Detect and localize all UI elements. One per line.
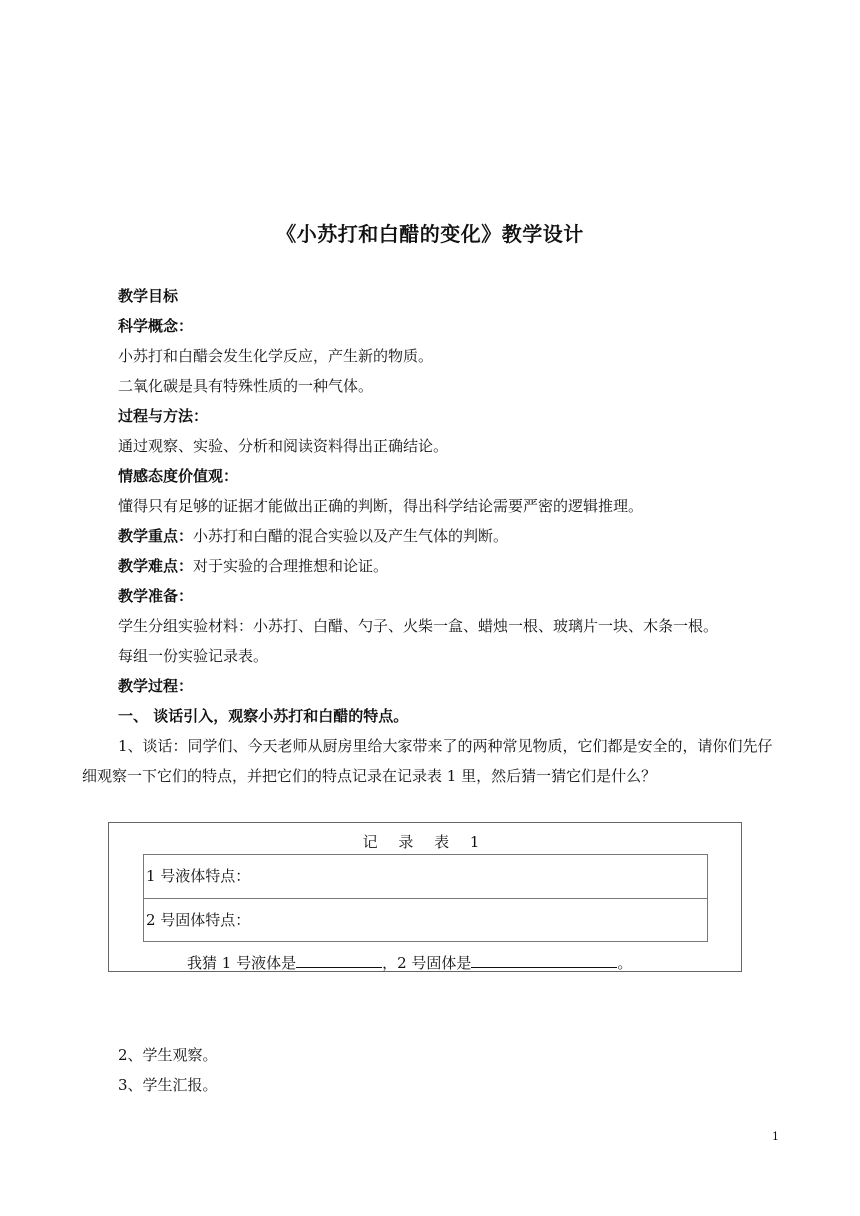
- guess-solid-label: ，2 号固体是: [382, 954, 472, 972]
- guess-line: [187, 952, 632, 973]
- key-point: [118, 526, 508, 546]
- document-title: 《小苏打和白醋的变化》教学设计: [276, 222, 584, 246]
- step-3-text: 3、学生汇报。: [118, 1076, 218, 1094]
- record-table-grid: [143, 854, 708, 942]
- heading-science-concept: 科学概念：: [118, 317, 194, 335]
- process-method-text: 通过观察、实验、分析和阅读资料得出正确结论。: [118, 437, 449, 455]
- section-1-heading: 一、 谈话引入，观察小苏打和白醋的特点。: [118, 707, 409, 725]
- step-1-text: 1、谈话：同学们、今天老师从厨房里给大家带来了的两种常见物质，它们都是安全的，请你们先仔细观察一下它们的特点，并把它们的特点记录在记录表 1 里，然后猜一猜它们是什么？: [82, 737, 773, 785]
- key-point-text: 小苏打和白醋的混合实验以及产生气体的判断。: [193, 527, 509, 545]
- key-point-label: 教学重点：: [118, 527, 194, 545]
- heading-teaching-process: 教学过程：: [118, 677, 194, 695]
- record-row-solid: 2 号固体特点：: [144, 898, 707, 941]
- heading-process-method: 过程与方法：: [118, 407, 209, 425]
- attitude-text: 懂得只有足够的证据才能做出正确的判断，得出科学结论需要严密的逻辑推理。: [118, 497, 644, 515]
- record-table-1: [108, 822, 742, 972]
- preparation-text: 学生分组实验材料：小苏打、白醋、勺子、火柴一盒、蜡烛一根、玻璃片一块、木条一根。: [118, 617, 719, 635]
- concept-line-2: 二氧化碳是具有特殊性质的一种气体。: [118, 377, 374, 395]
- record-table-title: 记 录 表 1: [362, 833, 488, 851]
- record-row-liquid: 1 号液体特点：: [146, 867, 251, 885]
- preparation-text-2: 每组一份实验记录表。: [118, 647, 269, 665]
- heading-preparation: 教学准备：: [118, 587, 194, 605]
- guess-end: 。: [617, 954, 633, 972]
- difficulty-text: 对于实验的合理推想和论证。: [193, 557, 389, 575]
- guess-solid-blank[interactable]: [471, 953, 617, 968]
- guess-liquid-blank[interactable]: [296, 953, 382, 968]
- heading-attitude: 情感态度价值观：: [118, 467, 239, 485]
- step-1-paragraph: [82, 731, 776, 791]
- guess-liquid-label: 我猜 1 号液体是: [187, 954, 297, 972]
- page-number: 1: [772, 1130, 779, 1143]
- heading-teaching-goals: 教学目标: [118, 287, 179, 305]
- difficulty: [118, 556, 388, 576]
- concept-line-1: 小苏打和白醋会发生化学反应，产生新的物质。: [118, 347, 434, 365]
- step-2-text: 2、学生观察。: [118, 1046, 218, 1064]
- difficulty-label: 教学难点：: [118, 557, 194, 575]
